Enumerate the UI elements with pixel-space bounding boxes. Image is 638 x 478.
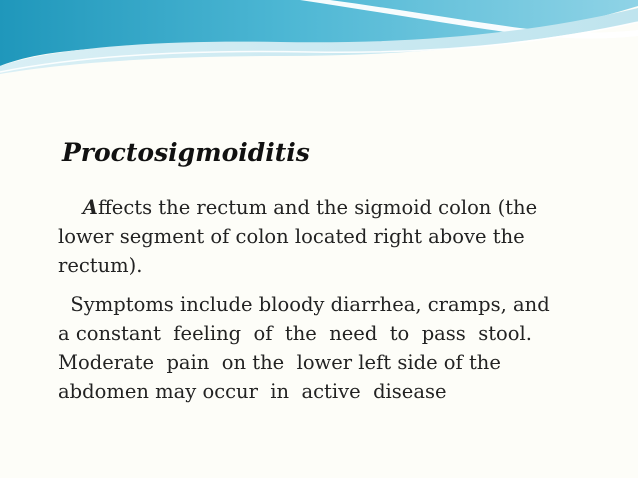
paragraph-text: ffects the rectum and the sigmoid colon (the <box>97 196 538 219</box>
paragraph-definition <box>58 193 618 280</box>
paragraph-line: Moderate pain on the lower left side of the <box>58 351 501 374</box>
paragraph-line: Symptoms include bloody diarrhea, cramps, and <box>58 293 550 316</box>
slide-title: Proctosigmoiditis <box>62 138 310 167</box>
drop-cap-letter: A <box>82 196 98 219</box>
paragraph-line: abdomen may occur in active disease <box>58 380 447 403</box>
paragraph-line: lower segment of colon located right above the <box>58 225 525 248</box>
paragraph-line <box>58 193 618 222</box>
header-wave-decoration <box>0 0 638 90</box>
paragraph-line: rectum). <box>58 254 143 277</box>
paragraph-symptoms <box>58 290 618 406</box>
paragraph-line: a constant feeling of the need to pass stool. <box>58 322 532 345</box>
